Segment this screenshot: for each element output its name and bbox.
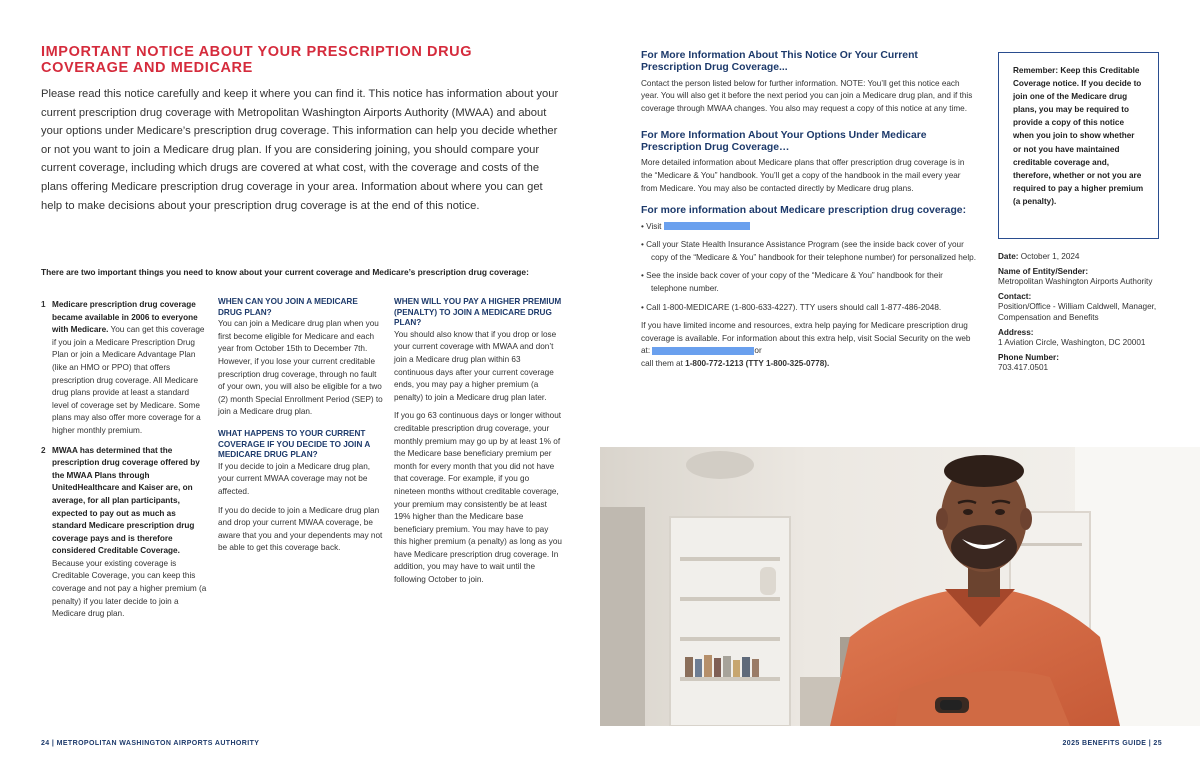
footer-right: 2025 BENEFITS GUIDE | 25: [1062, 740, 1162, 747]
smiling-man-photo: [600, 447, 1200, 726]
date-block: [998, 252, 1178, 263]
paragraph: You should also know that if you drop or lose your current coverage with MWAA and don’t join a Medicare drug plan within 63 continuous days after your current coverage ends, you may pay a higher premium (a penalty) to join a Medicare drug plan later.: [394, 329, 557, 402]
section-heading: For More Information About This Notice Or Your Current Prescription Drug Coverage...: [641, 50, 918, 74]
redacted-link[interactable]: [664, 222, 750, 230]
info-bullet-list: [641, 221, 976, 315]
contact-value: Position/Office - William Caldwell, Manager, Compensation and Benefits: [998, 302, 1157, 322]
intro-paragraph: Please read this notice carefully and keep it where you can find it. This notice has information about your current prescription drug coverage with Metropolitan Washington Airports Authority (MWAA) and about your options under Medicare’s prescription drug coverage. This information can help you decide whether or not you want to join a Medicare drug plan. If you are considering joining, you should compare your current coverage, including which drugs are covered at what cost, with the coverage and costs of the plans offering Medicare prescription drug coverage in your area. Information about where you can get help to make decisions about your prescription drug coverage is at the end of this notice.: [41, 88, 559, 212]
list-item: [641, 302, 976, 315]
bullet-text: • Call 1-800-MEDICARE (1-800-633-4227). TTY users should call 1-877-486-2048.: [641, 302, 942, 312]
section-heading: WHEN WILL YOU PAY A HIGHER PREMIUM (PENALTY) TO JOIN A MEDICARE DRUG PLAN?: [394, 297, 562, 328]
footer-left: 24 | METROPOLITAN WASHINGTON AIRPORTS AUTHORITY: [41, 740, 260, 747]
contact-details: [998, 252, 1178, 378]
section-heading: WHEN CAN YOU JOIN A MEDICARE DRUG PLAN?: [218, 297, 358, 317]
column-penalty: [394, 297, 562, 593]
photo-illustration: [600, 447, 1200, 726]
more-info-section: [641, 50, 976, 371]
paragraph-text: call them at: [641, 358, 686, 368]
paragraph: If you go 63 continuous days or longer without creditable prescription drug coverage, your monthly premium may go up by at least 1% of the Medicare base beneficiary premium per month for every month that you did not have that coverage. For example, if you go nineteen months without creditable coverage, your premium may consistently be at least 19% higher than the Medicare base beneficiary premium. You may have to pay this higher premium (a penalty) as long as you have Medicare prescription drug coverage. In addition, you may have to wait until the following October to join.: [394, 411, 562, 585]
item-body: [52, 299, 207, 438]
item-bold-text: Medicare prescription drug coverage became available in 2006 to everyone with Medicare.: [52, 300, 198, 335]
paragraph-text: If you have limited income and resources, extra help paying for Medicare prescription drug coverage is available. For information about this extra help, visit Social Security on the web at:: [641, 321, 971, 356]
paragraph: If you decide to join a Medicare drug plan, your current MWAA coverage may not be affected.: [218, 461, 371, 496]
contact-label: Contact:: [998, 291, 1032, 301]
extra-help-paragraph: [641, 320, 976, 370]
paragraph: Contact the person listed below for further information. NOTE: You’ll get this notice each year. You will also get it before the next period you can join a Medicare drug plan, and if this coverage through MWAA changes. You also may request a copy of this notice at any time.: [641, 78, 973, 113]
phone-number-text: 1-800-772-1213 (TTY 1-800-325-0778).: [685, 358, 830, 368]
item-number: 1: [41, 300, 46, 309]
list-item: [41, 445, 207, 621]
redacted-link[interactable]: [652, 347, 754, 355]
lead-text: There are two important things you need to know about your current coverage and Medicare’s prescription drug coverage:: [41, 267, 529, 277]
entity-block: [998, 267, 1178, 288]
address-label: Address:: [998, 327, 1034, 337]
paragraph: You can join a Medicare drug plan when you first become eligible for Medicare and each year from October 15th to December 7th. However, if you lose your current creditable prescription drug coverage, through no fault of your own, you will also be eligible for a two (2) month Special Enrollment Period (SEP) to join a Medicare drug plan.: [218, 319, 383, 417]
item-bold-text: MWAA has determined that the prescription drug coverage offered by the MWAA Plans through UnitedHealthcare and Kaiser are, on average, for all plan participants, expected to pay out as much as standard Medicare prescription drug coverage pays and is therefore considered Creditable Coverage.: [52, 445, 200, 556]
numbered-list: [41, 299, 207, 628]
paragraph: More detailed information about Medicare plans that offer prescription drug coverage is in the “Medicare & You” handbook. You’ll get a copy of the handbook in the mail every year from Medicare. You may also be contacted directly by Medicare drug plans.: [641, 158, 965, 193]
reminder-box: Remember: Keep this Creditable Coverage notice. If you decide to join one of the Medicare drug plans, you may be required to provide a copy of this notice when you join to show whether or not you have maintained creditable coverage and, therefore, whether or not you are required to pay a higher premium (a penalty).: [998, 52, 1159, 239]
section-heading: WHAT HAPPENS TO YOUR CURRENT COVERAGE IF YOU DECIDE TO JOIN A MEDICARE DRUG PLAN?: [218, 428, 370, 460]
contact-block: [998, 292, 1178, 324]
date-value: October 1, 2024: [1018, 252, 1080, 261]
entity-label: Name of Entity/Sender:: [998, 266, 1089, 276]
phone-value: 703.417.0501: [998, 363, 1049, 373]
entity-value: Metropolitan Washington Airports Authority: [998, 277, 1153, 287]
page-title: IMPORTANT NOTICE ABOUT YOUR PRESCRIPTION DRUG COVERAGE AND MEDICARE: [41, 44, 473, 76]
list-item: [641, 239, 976, 264]
bullet-text: • Call your State Health Insurance Assistance Program (see the inside back cover of your copy of the “Medicare & You” handbook for their telephone number) for personalized help.: [641, 240, 976, 262]
paragraph: If you do decide to join a Medicare drug plan and drop your current MWAA coverage, be aware that you and your dependents may not be able to get this coverage back.: [218, 505, 383, 553]
phone-label: Phone Number:: [998, 352, 1059, 362]
address-block: [998, 328, 1178, 349]
date-label: Date:: [998, 252, 1019, 261]
list-item: [641, 221, 976, 234]
bullet-text: • Visit: [641, 221, 662, 231]
item-text: Because your existing coverage is Creditable Coverage, you can keep this coverage and not pay a higher premium (a penalty) if you later decide to join a Medicare drug plan.: [52, 558, 207, 619]
item-text: You can get this coverage if you join a Medicare Prescription Drug Plan or join a Medicare Advantage Plan (like an HMO or PPO) that offers prescription drug coverage. All Medicare drug plans provide at least a standard level of coverage set by Medicare. Some plans may also offer more coverage for a higher monthly premium.: [52, 325, 205, 435]
phone-block: [998, 353, 1178, 374]
list-item: [41, 299, 207, 438]
address-value: 1 Aviation Circle, Washington, DC 20001: [998, 338, 1146, 348]
column-enrollment: [218, 297, 384, 561]
list-item: [641, 270, 976, 295]
item-number: 2: [41, 445, 46, 455]
section-heading: For More Information About Your Options Under Medicare Prescription Drug Coverage…: [641, 129, 927, 153]
section-heading: For more information about Medicare prescription drug coverage:: [641, 205, 967, 217]
item-body: [52, 445, 207, 621]
bullet-text: • See the inside back cover of your copy of the “Medicare & You” handbook for their telephone number.: [641, 271, 943, 293]
paragraph-text: or: [754, 346, 762, 356]
